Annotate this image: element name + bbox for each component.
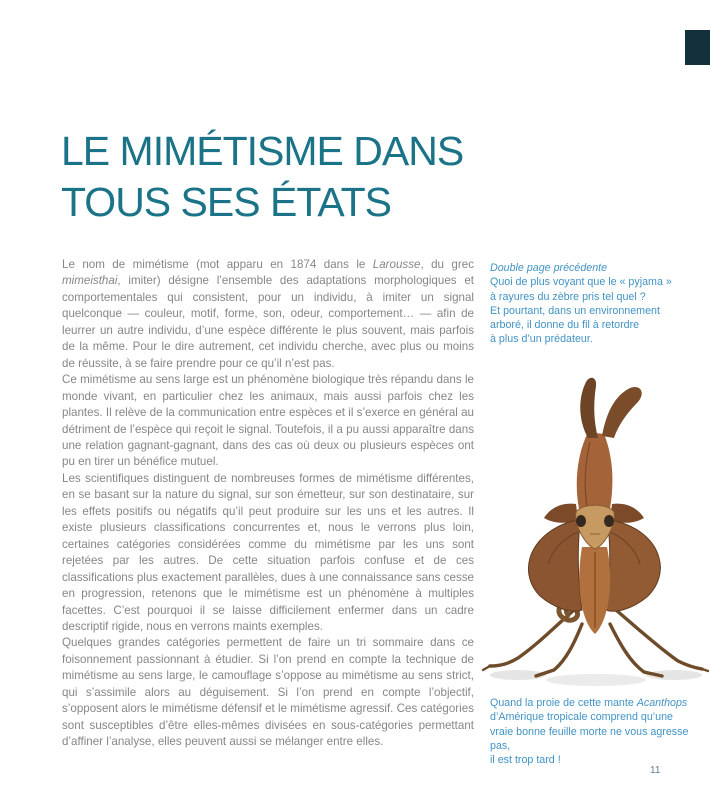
previous-spread-caption: [490, 261, 680, 347]
title-line-1: LE MIMÉTISME DANS: [61, 128, 464, 174]
paragraph-2: Ce mimétisme au sens large est un phénomène biologique très répandu dans le monde vivant, en particulier chez les animaux, mais aussi parfois chez les plantes. Il relève de la communication entre espèces et il s’exerce en général au détriment de l’espèce qui reçoit le signal. Toutefois, il a pu aussi apparaître dans une relation gagnant-gagnant, dans des cas où deux ou plusieurs espèces ont pu en tirer un bénéfice mutuel.: [62, 373, 474, 469]
chapter-corner-tab: [685, 30, 710, 65]
caption-line: à rayures du zèbre pris tel quel ?: [490, 290, 646, 303]
page-title: [61, 126, 463, 228]
body-text-column: [62, 257, 474, 751]
caption-line: il est trop tard !: [490, 754, 561, 767]
paragraph-4: Quelques grandes catégories permettent de faire un tri sommaire dans ce foisonnement passionnant à étudier. Si l’on prend en compte la technique de mimétisme au sens large, le camouflage s’oppose au mimétisme au sens strict, qui s’assimile alors au déguisement. Si l’on prend en compte l’objectif, s’opposent alors le mimétisme défensif et le mimétisme agressif. Ces catégories sont susceptibles d’être elles-mêmes divisées en sous-catégories permettant d’affiner l’analyse, elles peuvent aussi se mélanger entre elles.: [62, 636, 474, 749]
caption-line: à plus d’un prédateur.: [490, 333, 593, 346]
italic-term-larousse: Larousse: [372, 258, 421, 271]
text-segment: Quand la proie de cette mante: [490, 697, 637, 709]
caption-line: Et pourtant, dans un environnement: [490, 304, 660, 317]
mantis-photo: [478, 372, 710, 694]
text-segment: , du grec: [420, 258, 474, 271]
caption-line: [490, 696, 695, 710]
title-line-2: TOUS SES ÉTATS: [61, 179, 392, 225]
caption-lead: Double page précédente: [490, 262, 608, 274]
text-segment: Le nom de mimétisme (mot apparu en 1874 dans le: [62, 258, 373, 271]
paragraph-1: [62, 257, 474, 372]
page-number: 11: [650, 765, 661, 776]
italic-term-mimeisthai: mimeisthai: [62, 274, 118, 288]
italic-term-acanthops: Acanthops: [636, 697, 688, 709]
paragraph-3: Les scientifiques distinguent de nombreuses formes de mimétisme différentes, en se basant sur la nature du signal, sur son émetteur, sur son destinataire, sur les effets positifs ou négatifs qu’il peut produire sur les uns et les autres. Il existe plusieurs classifications concurrentes et, nous le verrons plus loin, certaines catégories considérées comme du mimétisme par les uns sont rejetées par les autres. De cette situation parfois confuse et de ces classifications plus exactement parallèles, dues à une connaissance sans cesse en progression, retenons que le mimétisme est un phénomène à multiples facettes. C’est pourquoi il se laisse difficilement enfermer dans un cadre descriptif rigide, nous en verrons maints exemples.: [62, 471, 474, 633]
caption-line: arboré, il donne du fil à retordre: [490, 319, 640, 332]
mantis-photo-caption: [490, 696, 695, 767]
dead-leaf-mantis-illustration: [478, 372, 710, 694]
caption-line: d’Amérique tropicale comprend qu’une: [490, 711, 673, 724]
caption-line: vraie bonne feuille morte ne vous agresse pas,: [490, 725, 689, 752]
caption-line: Quoi de plus voyant que le « pyjama »: [490, 276, 672, 289]
text-segment: , imiter) désigne l’ensemble des adaptations morphologiques et comportementales qui consistent, pour un individu, à imiter un signal quelconque — couleur, motif, forme, son, odeur, comportement… — afin de leurrer un autre individu, d’une espèce différente le plus souvent, mais parfois de la même. Pour le dire autrement, cet individu cherche, avec plus ou moins de réussite, à se faire prendre pour ce qu’il n’est pas.: [62, 274, 474, 370]
